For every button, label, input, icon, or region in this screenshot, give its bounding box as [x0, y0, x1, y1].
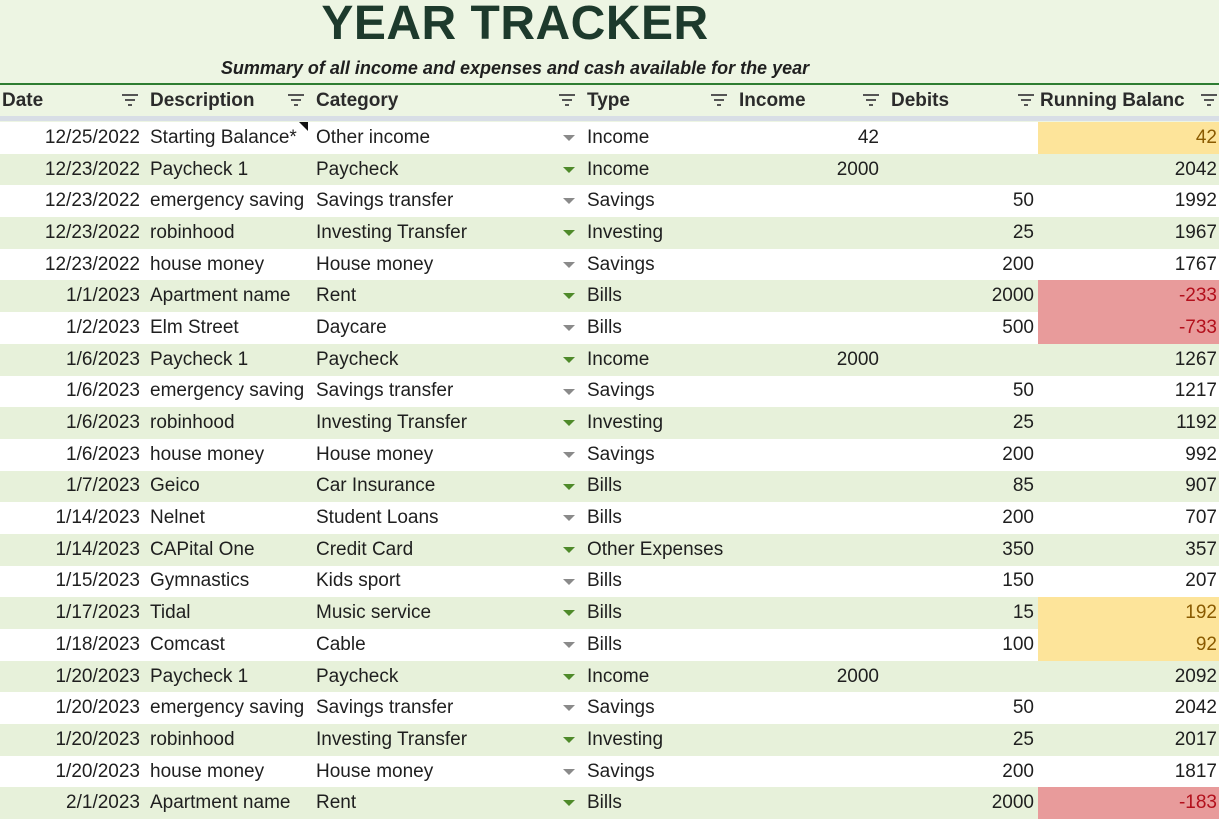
- type-cell[interactable]: Bills: [587, 633, 622, 655]
- table-row: [0, 122, 1219, 154]
- header-description-label: Description: [150, 89, 255, 111]
- category-dropdown[interactable]: [308, 344, 579, 376]
- comment-indicator-icon[interactable]: [299, 122, 308, 131]
- table-row: [0, 344, 1219, 376]
- category-value: Investing Transfer: [316, 412, 468, 434]
- description-cell[interactable]: [142, 122, 308, 154]
- header-date[interactable]: [0, 85, 142, 116]
- description-cell[interactable]: [142, 661, 308, 693]
- debits-cell[interactable]: [883, 344, 1038, 376]
- header-type-label: Type: [587, 89, 630, 111]
- running-balance-cell[interactable]: 1767: [1174, 253, 1217, 275]
- type-cell[interactable]: Income: [587, 158, 650, 180]
- table-row: [0, 471, 1219, 503]
- dropdown-caret-icon[interactable]: [563, 325, 575, 331]
- dropdown-caret-icon[interactable]: [563, 737, 575, 743]
- type-cell[interactable]: Savings: [587, 760, 655, 782]
- income-cell[interactable]: [731, 185, 883, 217]
- dropdown-caret-icon[interactable]: [563, 705, 575, 711]
- income-cell[interactable]: [731, 787, 883, 819]
- date-cell[interactable]: 1/7/2023: [66, 475, 140, 497]
- description-cell[interactable]: [142, 312, 308, 344]
- description-cell[interactable]: [142, 249, 308, 281]
- category-dropdown[interactable]: [308, 312, 579, 344]
- category-dropdown[interactable]: [308, 566, 579, 598]
- debits-cell[interactable]: 2000: [991, 285, 1034, 307]
- description-text: Comcast: [150, 633, 225, 655]
- description-text: Starting Balance*: [150, 126, 297, 148]
- description-cell[interactable]: [142, 154, 308, 186]
- category-dropdown[interactable]: [308, 185, 579, 217]
- header-running-balance[interactable]: [1038, 85, 1219, 116]
- header-description[interactable]: [142, 85, 308, 116]
- income-cell[interactable]: [731, 471, 883, 503]
- description-text: Apartment name: [150, 285, 291, 307]
- type-cell[interactable]: Investing: [587, 412, 664, 434]
- debits-cell[interactable]: [883, 154, 1038, 186]
- table-row: [0, 724, 1219, 756]
- date-cell[interactable]: 1/17/2023: [55, 602, 140, 624]
- type-cell[interactable]: Savings: [587, 697, 655, 719]
- table-row: [0, 661, 1219, 693]
- debits-cell[interactable]: 15: [1012, 602, 1034, 624]
- type-cell[interactable]: Savings: [587, 380, 655, 402]
- table-row: [0, 534, 1219, 566]
- category-value: Music service: [316, 602, 432, 624]
- column-header-row: [0, 85, 1219, 116]
- income-cell[interactable]: [731, 566, 883, 598]
- category-value: Cable: [316, 633, 366, 655]
- category-dropdown[interactable]: [308, 629, 579, 661]
- description-text: Apartment name: [150, 792, 291, 814]
- dropdown-caret-icon[interactable]: [563, 357, 575, 363]
- date-cell[interactable]: 1/20/2023: [55, 665, 140, 687]
- description-cell[interactable]: [142, 724, 308, 756]
- category-dropdown[interactable]: [308, 471, 579, 503]
- description-text: Paycheck 1: [150, 665, 249, 687]
- type-cell[interactable]: Bills: [587, 570, 622, 592]
- debits-cell[interactable]: 50: [1012, 190, 1034, 212]
- income-cell[interactable]: 42: [857, 126, 879, 148]
- category-dropdown[interactable]: [308, 280, 579, 312]
- description-text: robinhood: [150, 728, 235, 750]
- income-cell[interactable]: [731, 249, 883, 281]
- income-cell[interactable]: [731, 692, 883, 724]
- debits-cell[interactable]: 2000: [991, 792, 1034, 814]
- running-balance-cell[interactable]: 1817: [1174, 760, 1217, 782]
- table-row: [0, 597, 1219, 629]
- header-income-label: Income: [739, 89, 806, 111]
- category-value: Rent: [316, 792, 357, 814]
- header-divider: [0, 116, 1219, 121]
- description-text: Nelnet: [150, 507, 205, 529]
- category-value: Kids sport: [316, 570, 401, 592]
- dropdown-caret-icon[interactable]: [563, 262, 575, 268]
- income-cell[interactable]: [731, 502, 883, 534]
- date-cell[interactable]: 12/23/2022: [44, 158, 140, 180]
- running-balance-cell[interactable]: 1967: [1174, 221, 1217, 243]
- dropdown-caret-icon[interactable]: [563, 579, 575, 585]
- debits-cell[interactable]: 50: [1012, 697, 1034, 719]
- description-cell[interactable]: [142, 597, 308, 629]
- table-row: [0, 376, 1219, 408]
- debits-cell[interactable]: 85: [1012, 475, 1034, 497]
- description-text: Tidal: [150, 602, 191, 624]
- header-category-label: Category: [316, 89, 399, 111]
- running-balance-cell[interactable]: -233: [1038, 280, 1219, 312]
- table-row: [0, 185, 1219, 217]
- income-cell[interactable]: [731, 439, 883, 471]
- description-text: Geico: [150, 475, 200, 497]
- category-value: Student Loans: [316, 507, 439, 529]
- dropdown-caret-icon[interactable]: [563, 452, 575, 458]
- filter-icon[interactable]: [863, 94, 879, 108]
- date-cell[interactable]: 1/6/2023: [66, 380, 140, 402]
- description-cell[interactable]: [142, 756, 308, 788]
- filter-icon[interactable]: [711, 94, 727, 108]
- description-cell[interactable]: [142, 280, 308, 312]
- description-cell[interactable]: [142, 439, 308, 471]
- dropdown-caret-icon[interactable]: [563, 610, 575, 616]
- type-cell[interactable]: Bills: [587, 475, 622, 497]
- running-balance-cell[interactable]: 192: [1038, 597, 1219, 629]
- description-text: house money: [150, 443, 265, 465]
- date-cell[interactable]: 1/14/2023: [55, 507, 140, 529]
- description-text: emergency saving: [150, 380, 305, 402]
- table-row: [0, 502, 1219, 534]
- running-balance-cell[interactable]: 357: [1185, 538, 1217, 560]
- category-value: Daycare: [316, 316, 387, 338]
- description-text: Paycheck 1: [150, 348, 249, 370]
- date-cell[interactable]: 1/20/2023: [55, 697, 140, 719]
- date-cell[interactable]: 1/6/2023: [66, 412, 140, 434]
- dropdown-caret-icon[interactable]: [563, 389, 575, 395]
- category-dropdown[interactable]: [308, 376, 579, 408]
- category-value: Rent: [316, 285, 357, 307]
- running-balance-cell[interactable]: 2042: [1174, 158, 1217, 180]
- debits-cell[interactable]: 200: [1002, 253, 1034, 275]
- date-cell[interactable]: 1/1/2023: [66, 285, 140, 307]
- dropdown-caret-icon[interactable]: [563, 420, 575, 426]
- description-text: Paycheck 1: [150, 158, 249, 180]
- category-dropdown[interactable]: [308, 692, 579, 724]
- running-balance-cell[interactable]: 2042: [1174, 697, 1217, 719]
- type-cell[interactable]: Bills: [587, 285, 622, 307]
- type-cell[interactable]: Bills: [587, 602, 622, 624]
- income-cell[interactable]: [731, 724, 883, 756]
- category-dropdown[interactable]: [308, 122, 579, 154]
- running-balance-cell[interactable]: 1217: [1174, 380, 1217, 402]
- table-row: [0, 756, 1219, 788]
- category-dropdown[interactable]: [308, 534, 579, 566]
- filter-icon[interactable]: [559, 94, 575, 108]
- income-cell[interactable]: 2000: [836, 665, 879, 687]
- category-dropdown[interactable]: [308, 249, 579, 281]
- debits-cell[interactable]: 25: [1012, 221, 1034, 243]
- type-cell[interactable]: Bills: [587, 316, 622, 338]
- dropdown-caret-icon[interactable]: [563, 293, 575, 299]
- table-row: [0, 787, 1219, 819]
- debits-cell[interactable]: 500: [1002, 316, 1034, 338]
- description-cell[interactable]: [142, 629, 308, 661]
- running-balance-cell[interactable]: 992: [1185, 443, 1217, 465]
- header-debits[interactable]: [883, 85, 1038, 116]
- category-value: Paycheck: [316, 158, 399, 180]
- running-balance-cell[interactable]: 92: [1038, 629, 1219, 661]
- table-row: [0, 154, 1219, 186]
- category-value: House money: [316, 443, 434, 465]
- category-value: Savings transfer: [316, 697, 454, 719]
- description-text: Gymnastics: [150, 570, 250, 592]
- filter-icon[interactable]: [1201, 94, 1217, 108]
- description-text: house money: [150, 760, 265, 782]
- category-value: Savings transfer: [316, 380, 454, 402]
- table-row: [0, 407, 1219, 439]
- description-cell[interactable]: [142, 534, 308, 566]
- income-cell[interactable]: [731, 312, 883, 344]
- type-cell[interactable]: Savings: [587, 253, 655, 275]
- date-cell[interactable]: 1/6/2023: [66, 443, 140, 465]
- type-cell[interactable]: Investing: [587, 221, 664, 243]
- description-text: Elm Street: [150, 316, 239, 338]
- debits-cell[interactable]: [883, 661, 1038, 693]
- filter-icon[interactable]: [122, 94, 138, 108]
- running-balance-cell[interactable]: 42: [1038, 122, 1219, 154]
- type-cell[interactable]: Income: [587, 348, 650, 370]
- running-balance-cell[interactable]: 2017: [1174, 728, 1217, 750]
- description-cell[interactable]: [142, 344, 308, 376]
- category-dropdown[interactable]: [308, 217, 579, 249]
- date-cell[interactable]: 12/23/2022: [44, 190, 140, 212]
- description-cell[interactable]: [142, 407, 308, 439]
- date-cell[interactable]: 1/15/2023: [55, 570, 140, 592]
- description-text: CAPital One: [150, 538, 255, 560]
- category-value: Paycheck: [316, 665, 399, 687]
- category-value: Investing Transfer: [316, 221, 468, 243]
- income-cell[interactable]: [731, 280, 883, 312]
- debits-cell[interactable]: 350: [1002, 538, 1034, 560]
- filter-icon[interactable]: [288, 94, 304, 108]
- category-dropdown[interactable]: [308, 787, 579, 819]
- debits-cell[interactable]: 25: [1012, 728, 1034, 750]
- income-cell[interactable]: 2000: [836, 348, 879, 370]
- category-dropdown[interactable]: [308, 756, 579, 788]
- type-cell[interactable]: Other Expenses: [587, 538, 724, 560]
- dropdown-caret-icon[interactable]: [563, 515, 575, 521]
- header-income[interactable]: [731, 85, 883, 116]
- running-balance-cell[interactable]: 907: [1185, 475, 1217, 497]
- debits-cell[interactable]: 25: [1012, 412, 1034, 434]
- table-row: [0, 439, 1219, 471]
- table-row: [0, 249, 1219, 281]
- date-cell[interactable]: 1/20/2023: [55, 728, 140, 750]
- header-debits-label: Debits: [891, 89, 950, 111]
- category-value: Savings transfer: [316, 190, 454, 212]
- debits-cell[interactable]: 150: [1002, 570, 1034, 592]
- debits-cell[interactable]: 200: [1002, 760, 1034, 782]
- description-cell[interactable]: [142, 566, 308, 598]
- header-type[interactable]: [579, 85, 731, 116]
- category-dropdown[interactable]: [308, 154, 579, 186]
- income-cell[interactable]: [731, 629, 883, 661]
- category-dropdown[interactable]: [308, 439, 579, 471]
- category-dropdown[interactable]: [308, 661, 579, 693]
- dropdown-caret-icon[interactable]: [563, 135, 575, 141]
- type-cell[interactable]: Income: [587, 126, 650, 148]
- description-cell[interactable]: [142, 692, 308, 724]
- running-balance-cell[interactable]: 707: [1185, 507, 1217, 529]
- table-row: [0, 629, 1219, 661]
- category-value: Car Insurance: [316, 475, 436, 497]
- dropdown-caret-icon[interactable]: [563, 642, 575, 648]
- description-cell[interactable]: [142, 376, 308, 408]
- type-cell[interactable]: Savings: [587, 190, 655, 212]
- category-value: Other income: [316, 126, 431, 148]
- running-balance-cell[interactable]: -183: [1038, 787, 1219, 819]
- category-value: House money: [316, 253, 434, 275]
- running-balance-cell[interactable]: 2092: [1174, 665, 1217, 687]
- transaction-table: [0, 122, 1219, 819]
- description-cell[interactable]: [142, 185, 308, 217]
- category-dropdown[interactable]: [308, 502, 579, 534]
- type-cell[interactable]: Bills: [587, 507, 622, 529]
- category-value: House money: [316, 760, 434, 782]
- description-cell[interactable]: [142, 217, 308, 249]
- description-cell[interactable]: [142, 471, 308, 503]
- page-subtitle: Summary of all income and expenses and cash available for the year: [220, 58, 810, 78]
- running-balance-cell[interactable]: 1267: [1174, 348, 1217, 370]
- page-title: YEAR TRACKER: [321, 0, 709, 50]
- dropdown-caret-icon[interactable]: [563, 674, 575, 680]
- debits-cell[interactable]: [883, 122, 1038, 154]
- filter-icon[interactable]: [1018, 94, 1034, 108]
- category-dropdown[interactable]: [308, 724, 579, 756]
- description-text: emergency saving: [150, 190, 305, 212]
- date-cell[interactable]: 12/23/2022: [44, 221, 140, 243]
- income-cell[interactable]: [731, 597, 883, 629]
- table-row: [0, 217, 1219, 249]
- date-cell[interactable]: 2/1/2023: [66, 792, 140, 814]
- running-balance-cell[interactable]: 1192: [1176, 412, 1217, 434]
- description-cell[interactable]: [142, 502, 308, 534]
- description-cell[interactable]: [142, 787, 308, 819]
- running-balance-cell[interactable]: 1992: [1174, 190, 1217, 212]
- dropdown-caret-icon[interactable]: [563, 769, 575, 775]
- debits-cell[interactable]: 100: [1002, 633, 1034, 655]
- date-cell[interactable]: 1/2/2023: [66, 316, 140, 338]
- description-text: emergency saving: [150, 697, 305, 719]
- dropdown-caret-icon[interactable]: [563, 230, 575, 236]
- debits-cell[interactable]: 50: [1012, 380, 1034, 402]
- header-date-label: Date: [2, 89, 44, 111]
- description-text: robinhood: [150, 412, 235, 434]
- table-row: [0, 566, 1219, 598]
- debits-cell[interactable]: 200: [1002, 443, 1034, 465]
- income-cell[interactable]: [731, 376, 883, 408]
- income-cell[interactable]: [731, 756, 883, 788]
- type-cell[interactable]: Investing: [587, 728, 664, 750]
- dropdown-caret-icon[interactable]: [563, 198, 575, 204]
- type-cell[interactable]: Income: [587, 665, 650, 687]
- debits-cell[interactable]: 200: [1002, 507, 1034, 529]
- type-cell[interactable]: Savings: [587, 443, 655, 465]
- table-row: [0, 280, 1219, 312]
- table-row: [0, 312, 1219, 344]
- category-value: Paycheck: [316, 348, 399, 370]
- date-cell[interactable]: 1/20/2023: [55, 760, 140, 782]
- category-value: Investing Transfer: [316, 728, 468, 750]
- running-balance-cell[interactable]: 207: [1185, 570, 1217, 592]
- running-balance-cell[interactable]: -733: [1038, 312, 1219, 344]
- table-row: [0, 692, 1219, 724]
- income-cell[interactable]: [731, 217, 883, 249]
- dropdown-caret-icon[interactable]: [563, 484, 575, 490]
- dropdown-caret-icon[interactable]: [563, 800, 575, 806]
- date-cell[interactable]: 1/6/2023: [66, 348, 140, 370]
- category-dropdown[interactable]: [308, 597, 579, 629]
- date-cell[interactable]: 1/18/2023: [55, 633, 140, 655]
- income-cell[interactable]: 2000: [836, 158, 879, 180]
- income-cell[interactable]: [731, 407, 883, 439]
- type-cell[interactable]: Bills: [587, 792, 622, 814]
- dropdown-caret-icon[interactable]: [563, 547, 575, 553]
- date-cell[interactable]: 12/25/2022: [44, 126, 140, 148]
- header-running-balance-label: Running Balanc: [1040, 89, 1185, 111]
- category-value: Credit Card: [316, 538, 414, 560]
- description-text: house money: [150, 253, 265, 275]
- category-dropdown[interactable]: [308, 407, 579, 439]
- header-category[interactable]: [308, 85, 579, 116]
- income-cell[interactable]: [731, 534, 883, 566]
- date-cell[interactable]: 12/23/2022: [44, 253, 140, 275]
- dropdown-caret-icon[interactable]: [563, 167, 575, 173]
- date-cell[interactable]: 1/14/2023: [55, 538, 140, 560]
- description-text: robinhood: [150, 221, 235, 243]
